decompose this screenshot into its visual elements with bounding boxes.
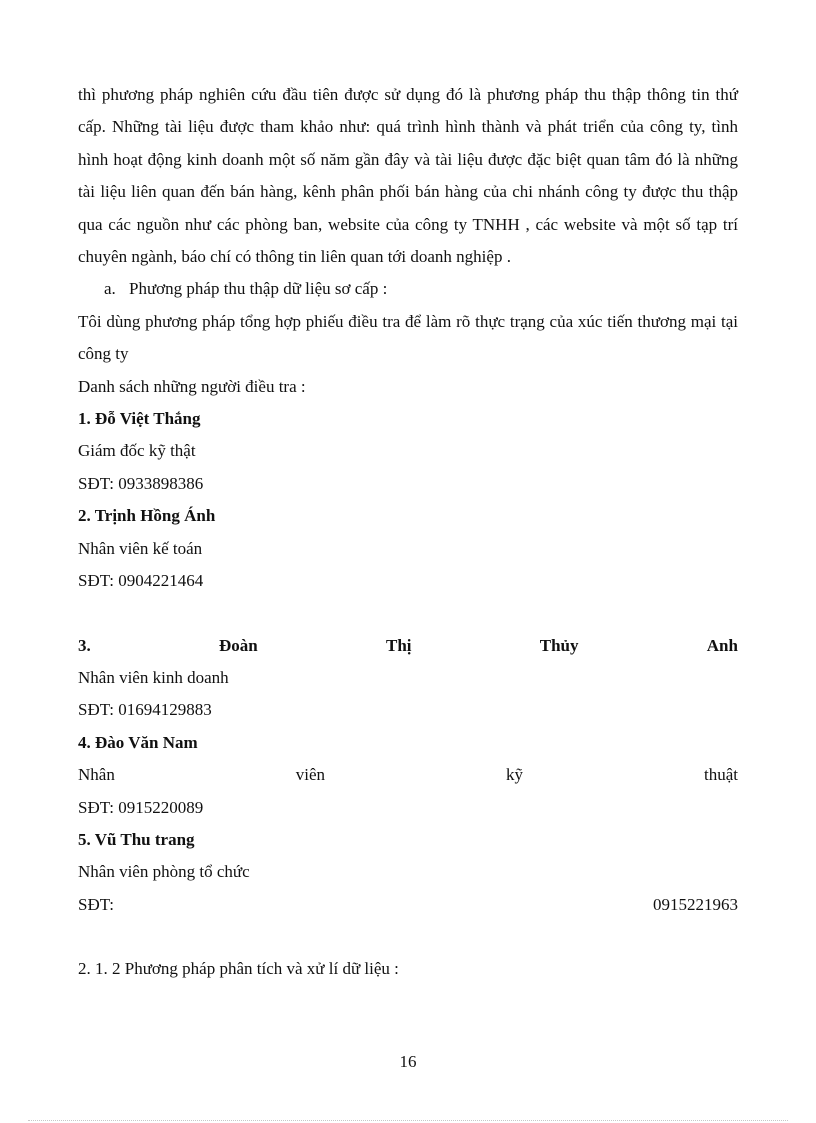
person-role: Nhân viên kinh doanh xyxy=(78,667,229,687)
person-name: 4. Đào Văn Nam xyxy=(78,732,198,752)
person-phone: SĐT: 01694129883 xyxy=(78,700,212,720)
page-bottom-divider xyxy=(28,1120,788,1121)
person-name xyxy=(78,630,738,662)
person-role xyxy=(78,759,738,791)
person-name: 5. Vũ Thu trang xyxy=(78,829,195,849)
blank-line xyxy=(78,598,738,630)
name-part: Thị xyxy=(385,635,412,655)
person-role: Giám đốc kỹ thật xyxy=(78,441,196,461)
person-phone: SĐT: 0915220089 xyxy=(78,797,204,817)
phone-number: 0915221963 xyxy=(653,894,738,914)
name-part: Thủy xyxy=(539,635,579,655)
people-list-heading: Danh sách những người điều tra : xyxy=(78,376,306,396)
person-role: Nhân viên phòng tổ chức xyxy=(78,862,250,882)
method-description: Tôi dùng phương pháp tổng hợp phiếu điều tra để làm rõ thực trạng của xúc tiến thương mại tại công ty xyxy=(78,311,738,364)
person-phone: SĐT: 0933898386 xyxy=(78,473,204,493)
intro-paragraph: thì phương pháp nghiên cứu đầu tiên được sử dụng đó là phương pháp thu thập thông tin thứ cấp. Những tài liệu được tham khảo như: quá trình hình thành và phát triển của công ty, tình hình hoạt động kinh doanh một số năm gần đây và tài liệu được đặc biệt quan tâm đó là những tài liệu liên quan đến bán hàng, kênh phân phối bán hàng của chi nhánh công ty được thu thập qua các nguồn như các phòng ban, website của công ty TNHH , các website và một số tạp trí chuyên ngành, báo chí có thông tin liên quan tới doanh nghiệp . xyxy=(78,85,738,267)
person-role: Nhân viên kế toán xyxy=(78,538,203,558)
person-phone xyxy=(78,889,738,921)
page-number: 16 xyxy=(399,1052,417,1071)
person-name: 2. Trịnh Hồng Ánh xyxy=(78,506,216,526)
phone-label: SĐT: xyxy=(78,894,114,914)
name-part: Đoàn xyxy=(219,635,258,655)
name-part: Anh xyxy=(706,635,738,655)
role-part: Nhân xyxy=(78,765,115,785)
section-heading: 2. 1. 2 Phương pháp phân tích và xử lí dữ liệu : xyxy=(78,959,399,979)
blank-line xyxy=(78,921,738,953)
role-part: thuật xyxy=(703,765,738,785)
name-part: 3. xyxy=(78,635,91,655)
list-marker: a. xyxy=(104,279,116,299)
list-item-text: Phương pháp thu thập dữ liệu sơ cấp : xyxy=(129,279,388,299)
list-item-a xyxy=(78,273,738,305)
role-part: kỹ xyxy=(506,765,524,785)
role-part: viên xyxy=(295,765,326,785)
person-phone: SĐT: 0904221464 xyxy=(78,571,204,591)
document-body xyxy=(78,79,738,986)
person-name: 1. Đỗ Việt Thắng xyxy=(78,409,201,429)
